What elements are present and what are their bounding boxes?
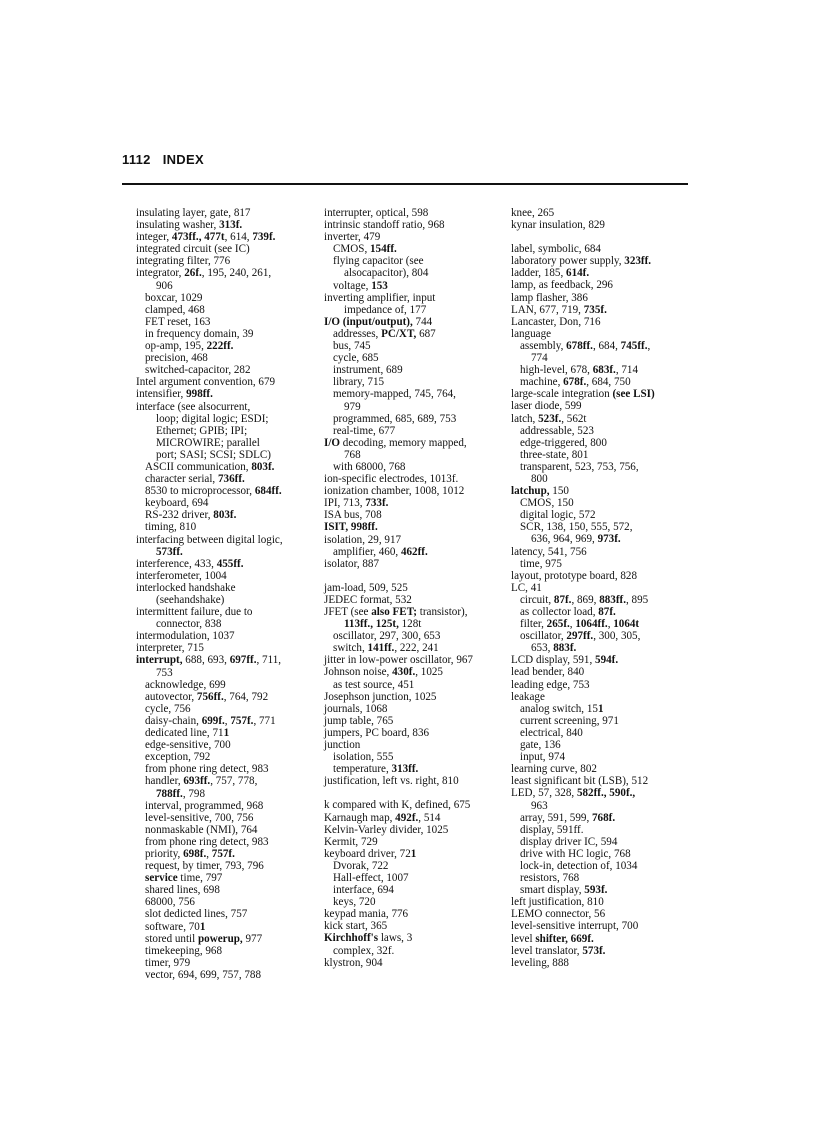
index-entry: level shifter, 669f. [511,932,594,945]
index-subentry: transparent, 523, 753, 756, [520,460,639,473]
index-entry: interrupt, 688, 693, 697ff., 711, [136,654,282,667]
index-entry: interferometer, 1004 [136,569,227,582]
index-entry: leading edge, 753 [511,678,590,691]
index-entry: isolation, 29, 917 [324,533,402,546]
index-subentry: interface, 694 [333,884,394,897]
index-subentry: memory-mapped, 745, 764, [333,388,456,401]
index-entry: keypad mania, 776 [324,908,409,921]
index-entry: ion-specific electrodes, 1013f. [324,473,459,486]
index-entry: interference, 433, 455ff. [136,557,244,570]
index-entry: JFET (see also FET; transistor), [324,606,468,618]
index-subentry: nonmaskable (NMI), 764 [145,823,258,836]
index-subentry: edge-sensitive, 700 [145,739,231,752]
index-entry: level translator, 573f. [511,944,606,957]
index-subentry: temperature, 313ff. [333,763,419,776]
index-subentry: digital logic, 572 [520,509,596,522]
index-entry: latchup, 150 [511,485,569,498]
index-entry: leakage [511,690,545,703]
index-subentry: FET reset, 163 [145,315,211,328]
index-subentry: addressable, 523 [520,424,594,437]
index-entry: large-scale integration (see LSI) [511,388,655,401]
index-subentry: stored until powerup, 977 [145,932,263,945]
index-entry: interrupter, optical, 598 [324,207,429,219]
index-subentry: in frequency domain, 39 [145,327,254,340]
index-subentry: request, by timer, 793, 796 [145,860,264,873]
index-subentry: current screening, 971 [520,714,619,727]
index-subentry: machine, 678f., 684, 750 [520,376,631,389]
index-entry-continuation: alsocapacitor), 804 [344,267,429,280]
index-entry: Karnaugh map, 492f., 514 [324,811,441,824]
index-entry-continuation: 753 [156,666,173,679]
index-entry: kynar insulation, 829 [511,219,605,232]
index-entry: JEDEC format, 532 [324,593,412,606]
index-entry-continuation: connector, 838 [156,618,222,631]
index-entry: LED, 57, 328, 582ff., 590f., [511,787,636,800]
index-subentry: complex, 32f. [333,944,395,957]
index-entry-continuation: 963 [531,799,548,812]
index-subentry: display driver IC, 594 [520,835,618,848]
index-entry: lamp flasher, 386 [511,291,588,304]
index-entry: intensifier, 998ff. [136,388,213,401]
index-entry: Intel argument convention, 679 [136,376,276,389]
index-entry: leveling, 888 [511,956,569,969]
index-subentry: slot dedicted lines, 757 [145,908,248,921]
index-entry-continuation: 800 [531,472,548,485]
index-entry-continuation: MICROWIRE; parallel [156,436,260,449]
index-entry: intermittent failure, due to [136,606,253,619]
index-subentry: Dvorak, 722 [333,859,389,872]
index-entry: kick start, 365 [324,920,388,933]
index-subentry: analog switch, 151 [520,702,604,715]
index-subentry: boxcar, 1029 [145,291,203,304]
index-subentry: switch, 141ff., 222, 241 [333,642,439,655]
index-subentry: character serial, 736ff. [145,473,245,486]
index-entry: ladder, 185, 614f. [511,267,590,280]
index-entry: learning curve, 802 [511,763,597,776]
header-rule [122,183,688,185]
index-column-2 [324,207,500,969]
index-subentry: SCR, 138, 150, 555, 572, [520,521,633,534]
index-entry: laboratory power supply, 323ff. [511,255,652,268]
index-entry: Lancaster, Don, 716 [511,315,601,328]
index-subentry: filter, 265f., 1064ff., 1064t [520,618,640,631]
index-subentry: assembly, 678ff., 684, 745ff., [520,339,651,352]
index-entry: latency, 541, 756 [511,545,587,558]
index-entry-continuation: 774 [531,352,548,365]
index-entry: level-sensitive interrupt, 700 [511,920,639,933]
index-subentry: amplifier, 460, 462ff. [333,545,428,558]
index-subentry: time, 975 [520,557,562,570]
index-subentry: with 68000, 768 [333,460,406,473]
index-entry: interface (see alsocurrent, [136,400,251,413]
index-entry: latch, 523f., 562t [511,412,587,425]
index-subentry: cycle, 685 [333,352,379,365]
index-section-gap [511,231,691,243]
index-entry: laser diode, 599 [511,400,582,413]
index-entry: LC, 41 [511,581,542,594]
index-subentry: vector, 694, 699, 757, 788 [145,968,262,981]
index-entry: language [511,327,552,340]
index-entry-continuation: 573ff. [156,545,183,558]
index-subentry: gate, 136 [520,739,561,752]
index-subentry: resistors, 768 [520,872,580,885]
index-entry-continuation: 636, 964, 969, 973f. [531,533,621,546]
index-entry-continuation: loop; digital logic; ESDI; [156,412,269,425]
index-subentry: circuit, 87f., 869, 883ff., 895 [520,593,649,606]
index-entry: inverting amplifier, input [324,291,436,304]
index-subentry: real-time, 677 [333,424,396,437]
index-subentry: 8530 to microprocessor, 684ff. [145,485,282,498]
index-entry: Kirchhoff's laws, 3 [324,932,413,945]
index-entry: intrinsic standoff ratio, 968 [324,219,445,232]
index-entry-continuation: 906 [156,279,173,292]
page-header [122,152,204,167]
index-subentry: display, 591ff. [520,823,584,836]
index-entry-continuation: (seehandshake) [156,594,225,606]
index-subentry: addresses, PC/XT, 687 [333,327,436,340]
index-subentry: isolation, 555 [333,751,394,764]
index-entry: integrated circuit (see IC) [136,243,250,256]
index-subentry: from phone ring detect, 983 [145,763,269,776]
index-entry: inverter, 479 [324,231,381,244]
index-entry: journals, 1068 [324,702,388,715]
index-subentry: acknowledge, 699 [145,678,226,691]
index-subentry: flying capacitor (see [333,255,424,268]
index-entry-continuation: 788ff., 798 [156,787,205,800]
index-entry: insulating layer, gate, 817 [136,207,251,219]
index-subentry: instrument, 689 [333,364,403,377]
index-entry: intermodulation, 1037 [136,630,235,643]
index-entry: Kelvin-Varley divider, 1025 [324,823,449,836]
index-entry: knee, 265 [511,207,555,219]
index-entry: integer, 473ff., 477t, 614, 739f. [136,231,276,244]
index-subentry: software, 701 [145,920,206,933]
index-subentry: timekeeping, 968 [145,944,223,957]
index-subentry: array, 591, 599, 768f. [520,811,616,824]
index-subentry: interval, programmed, 968 [145,799,264,812]
index-subentry: timer, 979 [145,956,191,969]
index-subentry: from phone ring detect, 983 [145,835,269,848]
index-entry: least significant bit (LSB), 512 [511,775,649,788]
index-entry: ISIT, 998ff. [324,521,378,534]
index-subentry: as test source, 451 [333,678,415,691]
index-entry: jumpers, PC board, 836 [324,726,430,739]
index-entry-continuation: impedance of, 177 [344,303,427,316]
index-entry: label, symbolic, 684 [511,243,601,256]
index-subentry: op-amp, 195, 222ff. [145,340,234,353]
index-subentry: keys, 720 [333,896,376,909]
index-subentry: clamped, 468 [145,303,205,316]
index-entry: integrator, 26f., 195, 240, 261, [136,267,272,280]
index-entry: k compared with K, defined, 675 [324,799,471,812]
index-subentry: high-level, 678, 683f., 714 [520,364,639,377]
index-subentry: CMOS, 150 [520,497,574,510]
index-subentry: input, 974 [520,751,565,764]
index-entry: insulating washer, 313f. [136,219,243,232]
index-subentry: RS-232 driver, 803f. [145,509,237,522]
index-subentry: keyboard, 694 [145,497,209,510]
index-entry: Kermit, 729 [324,835,378,848]
page-number: 1112 [122,152,151,167]
page-title: INDEX [162,152,204,167]
index-subentry: oscillator, 297ff., 300, 305, [520,630,641,643]
index-entry: LAN, 677, 719, 735f. [511,303,607,316]
index-entry: Josephson junction, 1025 [324,690,437,703]
index-entry: interfacing between digital logic, [136,533,283,546]
index-subentry: timing, 810 [145,521,197,534]
index-subentry: lock-in, detection of, 1034 [520,859,638,872]
index-subentry: bus, 745 [333,340,371,353]
index-subentry: switched-capacitor, 282 [145,364,251,377]
index-entry-continuation: port; SASI; SCSI; SDLC) [156,448,271,461]
index-subentry: exception, 792 [145,751,211,764]
index-subentry: voltage, 153 [333,279,388,292]
index-entry: lamp, as feedback, 296 [511,279,613,292]
index-column-1 [136,207,312,981]
index-entry: layout, prototype board, 828 [511,569,638,582]
index-subentry: ASCII communication, 803f. [145,460,275,473]
index-entry: left justification, 810 [511,896,604,909]
index-subentry: dedicated line, 711 [145,727,230,740]
index-subentry: programmed, 685, 689, 753 [333,412,457,425]
index-subentry: 68000, 756 [145,896,195,909]
index-subentry: shared lines, 698 [145,884,220,897]
index-subentry: as collector load, 87f. [520,606,616,618]
index-entry-continuation: 979 [344,400,361,413]
index-subentry: edge-triggered, 800 [520,436,607,449]
index-entry: keyboard driver, 721 [324,847,417,860]
index-subentry: library, 715 [333,376,385,389]
index-entry: interlocked handshake [136,581,236,594]
index-subentry: precision, 468 [145,352,208,365]
index-subentry: service time, 797 [145,872,223,885]
index-subentry: CMOS, 154ff. [333,243,397,256]
index-entry: ionization chamber, 1008, 1012 [324,485,465,498]
index-subentry: daisy-chain, 699f., 757f., 771 [145,714,276,727]
index-entry: justification, left vs. right, 810 [324,775,459,788]
index-entry: I/O (input/output), 744 [324,315,433,328]
index-entry: isolator, 887 [324,557,380,570]
index-entry: junction [324,739,361,752]
index-subentry: three-state, 801 [520,448,589,461]
index-subentry: electrical, 840 [520,726,583,739]
index-entry: ISA bus, 708 [324,509,382,522]
index-entry-continuation: Ethernet; GPIB; IPI; [156,424,248,437]
index-entry: klystron, 904 [324,956,383,969]
index-entry: integrating filter, 776 [136,255,231,268]
index-entry: interpreter, 715 [136,642,204,655]
index-entry: jam-load, 509, 525 [324,581,408,594]
index-entry: lead bender, 840 [511,666,585,679]
index-entry: IPI, 713, 733f. [324,497,389,510]
index-subentry: level-sensitive, 700, 756 [145,811,254,824]
index-entry: LCD display, 591, 594f. [511,654,619,667]
index-subentry: cycle, 756 [145,702,191,715]
index-subentry: priority, 698f., 757f. [145,847,235,860]
index-section-gap [324,787,500,799]
index-subentry: smart display, 593f. [520,884,608,897]
index-entry: LEMO connector, 56 [511,908,606,921]
index-entry-continuation: 113ff., 125t, 128t [344,618,422,631]
index-entry: I/O decoding, memory mapped, [324,436,467,449]
index-entry-continuation: 653, 883f. [531,642,577,655]
index-subentry: autovector, 756ff., 764, 792 [145,690,269,703]
index-subentry: drive with HC logic, 768 [520,847,631,860]
index-entry: jump table, 765 [324,714,394,727]
index-entry: jitter in low-power oscillator, 967 [324,654,473,667]
index-subentry: handler, 693ff., 757, 778, [145,775,258,788]
index-subentry: oscillator, 297, 300, 653 [333,630,441,643]
index-entry-continuation: 768 [344,448,361,461]
index-subentry: Hall-effect, 1007 [333,871,409,884]
index-entry: Johnson noise, 430f., 1025 [324,666,443,679]
index-section-gap [324,570,500,582]
index-column-3 [511,207,691,969]
